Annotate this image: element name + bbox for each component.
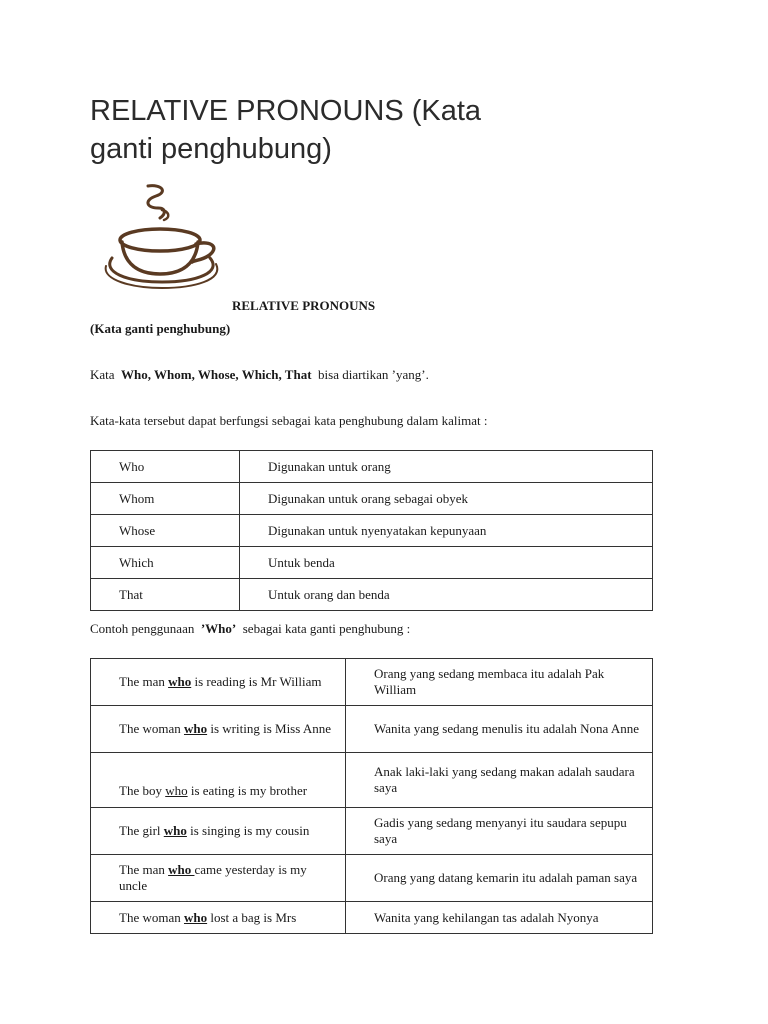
example-translation: Gadis yang sedang menyanyi itu saudara sepupu saya: [346, 808, 653, 855]
example-intro-prefix: Contoh penggunaan: [90, 621, 201, 636]
keyword-who: who: [183, 909, 208, 925]
sentence-end: came yesterday is my uncle: [119, 862, 307, 893]
pronoun-meaning: Digunakan untuk orang sebagai obyek: [240, 483, 653, 515]
keyword-who: who: [163, 823, 187, 838]
intro-sentence: [90, 367, 429, 383]
example-table-body: [91, 659, 653, 934]
keyword-who: who: [168, 862, 195, 877]
sentence-end: lost a bag is Mrs: [207, 909, 297, 925]
pronoun-meaning: Digunakan untuk nyenyatakan kepunyaan: [240, 515, 653, 547]
example-translation: Orang yang sedang membaca itu adalah Pak William: [346, 659, 653, 706]
table-row: [91, 855, 653, 902]
sentence-end: is writing is Miss Anne: [207, 721, 331, 736]
table-row: [91, 706, 653, 753]
example-table: [90, 658, 653, 934]
keyword-who: who: [165, 783, 188, 798]
pronoun-table: [90, 450, 653, 611]
example-translation: Orang yang datang kemarin itu adalah paman saya: [346, 855, 653, 902]
example-intro-word: ’Who’: [200, 621, 237, 636]
page-title: RELATIVE PRONOUNS (Kata ganti penghubung): [90, 95, 482, 165]
example-sentence: [91, 902, 346, 934]
sentence-start: The man: [119, 674, 169, 689]
table-row: [91, 483, 653, 515]
pronoun-word: Which: [91, 547, 240, 579]
example-sentence: [91, 855, 346, 902]
example-sentence: [91, 659, 346, 706]
pronoun-word: That: [91, 579, 240, 611]
sentence-end: is singing is my cousin: [186, 823, 310, 838]
intro-sentence-2: Kata-kata tersebut dapat berfungsi sebagai kata penghubung dalam kalimat :: [90, 413, 488, 428]
example-translation: Wanita yang sedang menulis itu adalah Nona Anne: [346, 706, 653, 753]
pronoun-word: Who: [91, 451, 240, 483]
example-translation: Wanita yang kehilangan tas adalah Nyonya: [346, 902, 653, 934]
coffee-cup-icon: [96, 182, 226, 292]
pronoun-word: Whom: [91, 483, 240, 515]
pronoun-meaning: Untuk benda: [240, 547, 653, 579]
sentence-end: is reading is Mr William: [191, 674, 322, 689]
example-intro-suffix: sebagai kata ganti penghubung :: [236, 621, 411, 636]
table-row: [91, 579, 653, 611]
pronoun-meaning: Untuk orang dan benda: [240, 579, 653, 611]
table-row: [91, 659, 653, 706]
example-intro: [90, 621, 410, 637]
table-row: [91, 515, 653, 547]
table-row: [91, 451, 653, 483]
intro-words: Who, Whom, Whose, Which, That: [121, 367, 312, 382]
table-row: [91, 753, 653, 808]
keyword-who: who: [168, 674, 192, 689]
sentence-start: The girl: [119, 823, 164, 838]
keyword-who: who: [183, 721, 208, 736]
sentence-start: The woman: [119, 721, 184, 736]
pronoun-meaning: Digunakan untuk orang: [240, 451, 653, 483]
pronoun-table-body: [91, 451, 653, 611]
sentence-start: The man: [119, 862, 169, 877]
subtitle-translation: (Kata ganti penghubung): [90, 321, 231, 336]
sentence-start: The woman: [119, 909, 184, 925]
intro-prefix: Kata: [90, 367, 122, 382]
sentence-start: The boy: [119, 783, 166, 798]
example-translation: Anak laki-laki yang sedang makan adalah saudara saya: [346, 753, 653, 808]
subtitle: RELATIVE PRONOUNS: [232, 298, 376, 313]
intro-suffix: bisa diartikan ’yang’.: [311, 367, 429, 382]
sentence-end: is eating is my brother: [187, 783, 308, 798]
table-row: [91, 547, 653, 579]
example-sentence: [91, 808, 346, 855]
table-row: [91, 902, 653, 934]
table-row: [91, 808, 653, 855]
pronoun-word: Whose: [91, 515, 240, 547]
example-sentence: [91, 706, 346, 753]
example-sentence: [91, 753, 346, 808]
